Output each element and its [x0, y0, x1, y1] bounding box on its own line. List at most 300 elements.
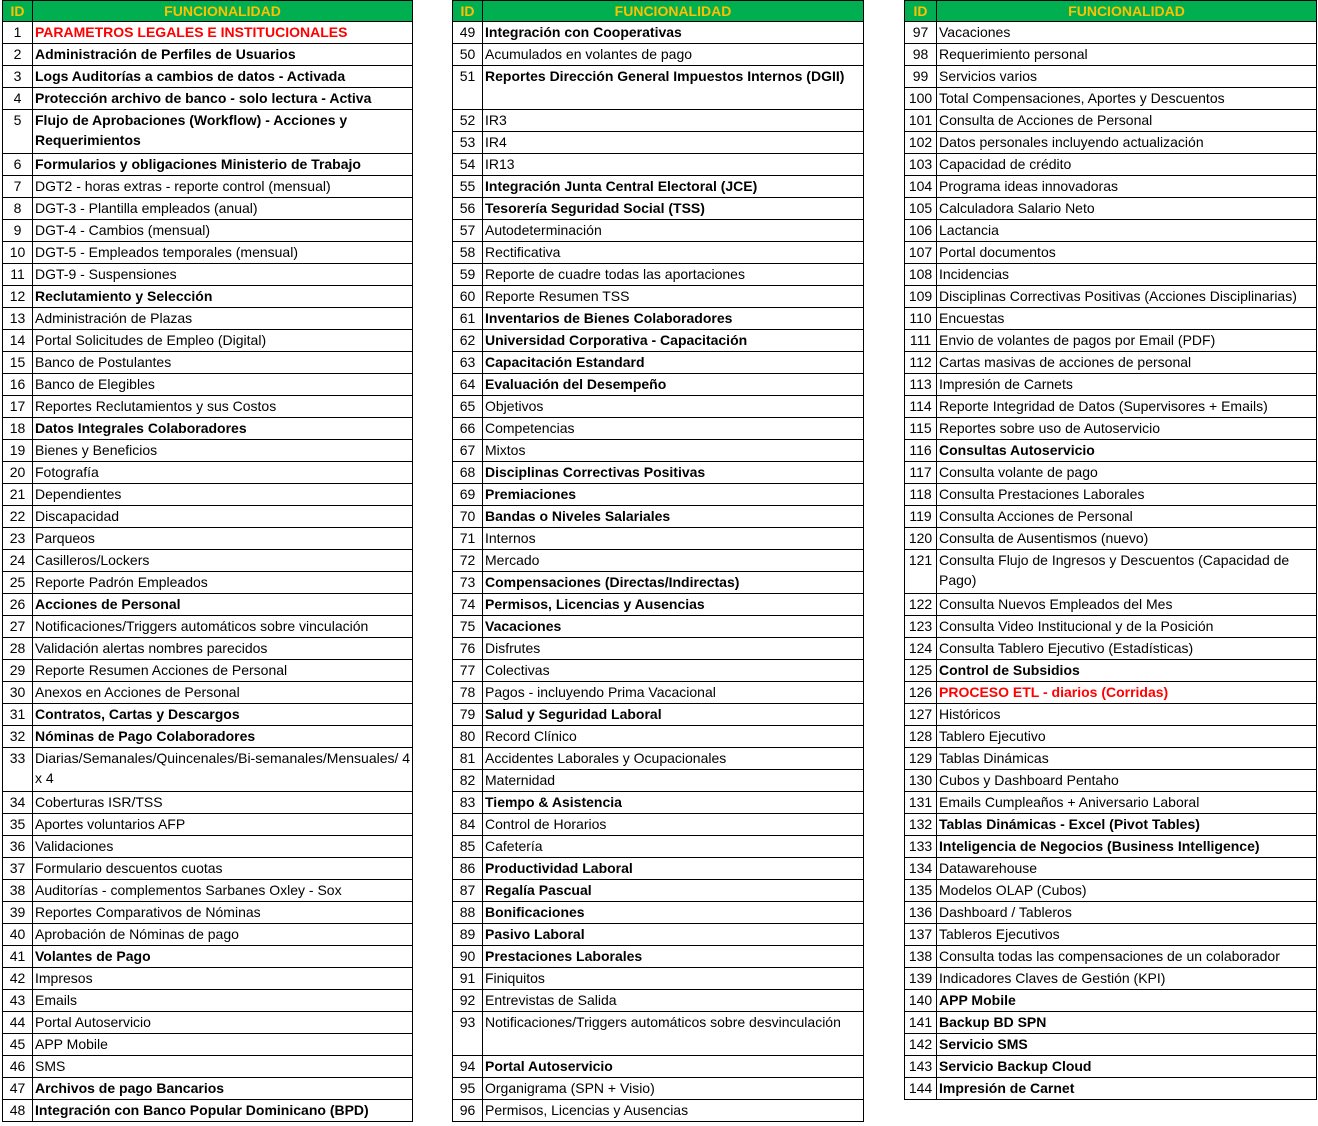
row-funcionalidad: Organigrama (SPN + Visio)	[483, 1078, 864, 1100]
row-id: 3	[3, 66, 33, 88]
row-id: 88	[453, 902, 483, 924]
row-id: 94	[453, 1056, 483, 1078]
table-row	[453, 418, 864, 440]
row-funcionalidad: Productividad Laboral	[483, 858, 864, 880]
row-id: 73	[453, 572, 483, 594]
row-funcionalidad: DGT-3 - Plantilla empleados (anual)	[33, 198, 413, 220]
row-funcionalidad: Tablas Dinámicas	[937, 748, 1317, 770]
functionality-table-1	[2, 0, 413, 1122]
row-id: 142	[905, 1034, 937, 1056]
row-funcionalidad: Evaluación del Desempeño	[483, 374, 864, 396]
table-row	[3, 990, 413, 1012]
table-row	[3, 902, 413, 924]
row-id: 91	[453, 968, 483, 990]
table-row	[3, 66, 413, 88]
row-id: 136	[905, 902, 937, 924]
table-row	[905, 352, 1317, 374]
row-funcionalidad: Reportes sobre uso de Autoservicio	[937, 418, 1317, 440]
row-id: 60	[453, 286, 483, 308]
row-funcionalidad: Casilleros/Lockers	[33, 550, 413, 572]
row-id: 124	[905, 638, 937, 660]
row-id: 113	[905, 374, 937, 396]
row-funcionalidad: Autodeterminación	[483, 220, 864, 242]
row-funcionalidad: Pasivo Laboral	[483, 924, 864, 946]
row-funcionalidad: Maternidad	[483, 770, 864, 792]
row-id: 121	[905, 550, 937, 594]
row-funcionalidad: Rectificativa	[483, 242, 864, 264]
table-row	[453, 396, 864, 418]
table-row	[905, 902, 1317, 924]
table-row	[3, 528, 413, 550]
row-funcionalidad: Emails Cumpleaños + Aniversario Laboral	[937, 792, 1317, 814]
row-funcionalidad: Incidencias	[937, 264, 1317, 286]
row-funcionalidad: Datawarehouse	[937, 858, 1317, 880]
row-id: 64	[453, 374, 483, 396]
row-id: 112	[905, 352, 937, 374]
table-row	[453, 154, 864, 176]
row-funcionalidad: APP Mobile	[33, 1034, 413, 1056]
row-id: 74	[453, 594, 483, 616]
table-row	[905, 440, 1317, 462]
table-row	[453, 462, 864, 484]
table-row	[453, 242, 864, 264]
row-funcionalidad: Universidad Corporativa - Capacitación	[483, 330, 864, 352]
table-row	[453, 726, 864, 748]
row-id: 31	[3, 704, 33, 726]
table-row	[905, 968, 1317, 990]
row-id: 7	[3, 176, 33, 198]
row-id: 75	[453, 616, 483, 638]
row-id: 8	[3, 198, 33, 220]
row-id: 65	[453, 396, 483, 418]
row-funcionalidad: Consulta de Ausentismos (nuevo)	[937, 528, 1317, 550]
row-funcionalidad: Internos	[483, 528, 864, 550]
row-id: 4	[3, 88, 33, 110]
row-funcionalidad: Programa ideas innovadoras	[937, 176, 1317, 198]
table-row	[3, 858, 413, 880]
row-funcionalidad: Tablas Dinámicas - Excel (Pivot Tables)	[937, 814, 1317, 836]
table-row	[3, 484, 413, 506]
row-id: 122	[905, 594, 937, 616]
table-row	[3, 462, 413, 484]
table-row	[3, 352, 413, 374]
row-funcionalidad: Integración con Banco Popular Dominicano (BPD)	[33, 1100, 413, 1122]
row-id: 61	[453, 308, 483, 330]
table-row	[905, 506, 1317, 528]
row-funcionalidad: Auditorías - complementos Sarbanes Oxley - Sox	[33, 880, 413, 902]
functionality-table-2	[452, 0, 864, 1122]
row-id: 19	[3, 440, 33, 462]
row-id: 50	[453, 44, 483, 66]
row-funcionalidad: Reportes Comparativos de Nóminas	[33, 902, 413, 924]
table-row	[453, 880, 864, 902]
row-id: 129	[905, 748, 937, 770]
row-id: 59	[453, 264, 483, 286]
table-row	[905, 880, 1317, 902]
row-funcionalidad: Logs Auditorías a cambios de datos - Activada	[33, 66, 413, 88]
row-id: 44	[3, 1012, 33, 1034]
row-funcionalidad: Validaciones	[33, 836, 413, 858]
row-funcionalidad: Vacaciones	[937, 22, 1317, 44]
functionality-table-3	[904, 0, 1317, 1100]
row-funcionalidad: Consulta todas las compensaciones de un colaborador	[937, 946, 1317, 968]
row-id: 111	[905, 330, 937, 352]
row-id: 37	[3, 858, 33, 880]
row-id: 69	[453, 484, 483, 506]
row-id: 17	[3, 396, 33, 418]
row-funcionalidad: Dashboard / Tableros	[937, 902, 1317, 924]
row-funcionalidad: Reporte Padrón Empleados	[33, 572, 413, 594]
table-row	[453, 946, 864, 968]
row-funcionalidad: Objetivos	[483, 396, 864, 418]
row-id: 46	[3, 1056, 33, 1078]
row-funcionalidad: Coberturas ISR/TSS	[33, 792, 413, 814]
table-row	[453, 682, 864, 704]
row-funcionalidad: Banco de Postulantes	[33, 352, 413, 374]
row-funcionalidad: IR3	[483, 110, 864, 132]
table-row	[3, 220, 413, 242]
row-funcionalidad: Reporte Integridad de Datos (Supervisores + Emails)	[937, 396, 1317, 418]
row-id: 66	[453, 418, 483, 440]
row-id: 15	[3, 352, 33, 374]
row-funcionalidad: Consulta Flujo de Ingresos y Descuentos (Capacidad de Pago)	[937, 550, 1317, 594]
row-id: 28	[3, 638, 33, 660]
row-id: 110	[905, 308, 937, 330]
table-row	[453, 352, 864, 374]
table-row	[905, 792, 1317, 814]
row-funcionalidad: Bonificaciones	[483, 902, 864, 924]
table-row	[453, 506, 864, 528]
row-id: 79	[453, 704, 483, 726]
table-row	[3, 924, 413, 946]
row-id: 99	[905, 66, 937, 88]
row-id: 90	[453, 946, 483, 968]
table-row	[905, 110, 1317, 132]
table-row	[905, 154, 1317, 176]
row-funcionalidad: Anexos en Acciones de Personal	[33, 682, 413, 704]
table-row	[3, 792, 413, 814]
table-row	[3, 638, 413, 660]
row-id: 92	[453, 990, 483, 1012]
table-row	[453, 704, 864, 726]
row-funcionalidad: Notificaciones/Triggers automáticos sobre vinculación	[33, 616, 413, 638]
row-id: 130	[905, 770, 937, 792]
row-id: 70	[453, 506, 483, 528]
row-id: 81	[453, 748, 483, 770]
row-funcionalidad: Emails	[33, 990, 413, 1012]
row-funcionalidad: Dependientes	[33, 484, 413, 506]
row-id: 95	[453, 1078, 483, 1100]
table-row	[905, 726, 1317, 748]
row-id: 42	[3, 968, 33, 990]
table-row	[3, 506, 413, 528]
table-row	[905, 550, 1317, 594]
table-row	[3, 242, 413, 264]
row-id: 104	[905, 176, 937, 198]
row-funcionalidad: Bienes y Beneficios	[33, 440, 413, 462]
row-id: 35	[3, 814, 33, 836]
row-id: 137	[905, 924, 937, 946]
row-id: 22	[3, 506, 33, 528]
table-row	[453, 924, 864, 946]
table-row	[905, 836, 1317, 858]
row-id: 16	[3, 374, 33, 396]
table-header-row	[453, 1, 864, 22]
table-row	[3, 880, 413, 902]
row-id: 84	[453, 814, 483, 836]
table-row	[905, 176, 1317, 198]
row-id: 10	[3, 242, 33, 264]
row-id: 101	[905, 110, 937, 132]
table-row	[905, 264, 1317, 286]
row-funcionalidad: SMS	[33, 1056, 413, 1078]
row-id: 125	[905, 660, 937, 682]
table-row	[3, 1012, 413, 1034]
row-funcionalidad: Vacaciones	[483, 616, 864, 638]
row-id: 83	[453, 792, 483, 814]
row-id: 30	[3, 682, 33, 704]
table-row	[453, 748, 864, 770]
table-row	[3, 286, 413, 308]
row-funcionalidad: Consulta volante de pago	[937, 462, 1317, 484]
row-funcionalidad: Validación alertas nombres parecidos	[33, 638, 413, 660]
row-id: 25	[3, 572, 33, 594]
table-row	[3, 1078, 413, 1100]
row-funcionalidad: Formulario descuentos cuotas	[33, 858, 413, 880]
table-row	[905, 418, 1317, 440]
header-funcionalidad: FUNCIONALIDAD	[33, 1, 413, 22]
row-id: 11	[3, 264, 33, 286]
row-funcionalidad: Salud y Seguridad Laboral	[483, 704, 864, 726]
row-id: 62	[453, 330, 483, 352]
table-row	[453, 836, 864, 858]
row-id: 57	[453, 220, 483, 242]
row-funcionalidad: Archivos de pago Bancarios	[33, 1078, 413, 1100]
row-id: 13	[3, 308, 33, 330]
table-row	[3, 814, 413, 836]
table-row	[905, 924, 1317, 946]
table-row	[453, 858, 864, 880]
table-row	[453, 814, 864, 836]
row-funcionalidad: Record Clínico	[483, 726, 864, 748]
row-id: 107	[905, 242, 937, 264]
row-id: 80	[453, 726, 483, 748]
table-row	[905, 44, 1317, 66]
row-funcionalidad: Aportes voluntarios AFP	[33, 814, 413, 836]
table-row	[453, 132, 864, 154]
row-funcionalidad: Aprobación de Nóminas de pago	[33, 924, 413, 946]
row-id: 144	[905, 1078, 937, 1100]
row-funcionalidad: PROCESO ETL - diarios (Corridas)	[937, 682, 1317, 704]
row-funcionalidad: Formularios y obligaciones Ministerio de Trabajo	[33, 154, 413, 176]
table-row	[453, 528, 864, 550]
row-id: 140	[905, 990, 937, 1012]
row-id: 78	[453, 682, 483, 704]
row-funcionalidad: Total Compensaciones, Aportes y Descuentos	[937, 88, 1317, 110]
row-id: 108	[905, 264, 937, 286]
row-id: 41	[3, 946, 33, 968]
row-id: 96	[453, 1100, 483, 1122]
row-funcionalidad: Premiaciones	[483, 484, 864, 506]
row-funcionalidad: Servicio Backup Cloud	[937, 1056, 1317, 1078]
row-funcionalidad: Backup BD SPN	[937, 1012, 1317, 1034]
row-id: 38	[3, 880, 33, 902]
row-funcionalidad: Integración con Cooperativas	[483, 22, 864, 44]
table-row	[905, 1034, 1317, 1056]
row-funcionalidad: Requerimiento personal	[937, 44, 1317, 66]
row-id: 63	[453, 352, 483, 374]
row-id: 98	[905, 44, 937, 66]
table-row	[3, 440, 413, 462]
table-row	[905, 286, 1317, 308]
table-header-row	[3, 1, 413, 22]
row-funcionalidad: Consultas Autoservicio	[937, 440, 1317, 462]
row-funcionalidad: Impresión de Carnet	[937, 1078, 1317, 1100]
row-id: 53	[453, 132, 483, 154]
table-row	[453, 660, 864, 682]
row-id: 24	[3, 550, 33, 572]
row-funcionalidad: Reportes Dirección General Impuestos Internos (DGII)	[483, 66, 864, 110]
row-funcionalidad: Pagos - incluyendo Prima Vacacional	[483, 682, 864, 704]
table-row	[453, 968, 864, 990]
table-row	[905, 132, 1317, 154]
row-id: 26	[3, 594, 33, 616]
row-id: 27	[3, 616, 33, 638]
row-funcionalidad: APP Mobile	[937, 990, 1317, 1012]
table-row	[905, 242, 1317, 264]
row-funcionalidad: Tableros Ejecutivos	[937, 924, 1317, 946]
row-id: 141	[905, 1012, 937, 1034]
table-row	[453, 330, 864, 352]
row-id: 47	[3, 1078, 33, 1100]
table-row	[3, 110, 413, 154]
table-row	[3, 616, 413, 638]
table-row	[453, 902, 864, 924]
table-row	[3, 946, 413, 968]
table-row	[453, 770, 864, 792]
table-row	[905, 308, 1317, 330]
row-funcionalidad: Disciplinas Correctivas Positivas	[483, 462, 864, 484]
row-funcionalidad: Administración de Perfiles de Usuarios	[33, 44, 413, 66]
row-funcionalidad: Accidentes Laborales y Ocupacionales	[483, 748, 864, 770]
row-id: 45	[3, 1034, 33, 1056]
row-funcionalidad: Administración de Plazas	[33, 308, 413, 330]
row-funcionalidad: Finiquitos	[483, 968, 864, 990]
table-row	[453, 22, 864, 44]
table-row	[453, 1078, 864, 1100]
row-id: 1	[3, 22, 33, 44]
row-funcionalidad: Servicios varios	[937, 66, 1317, 88]
table-row	[3, 22, 413, 44]
row-id: 116	[905, 440, 937, 462]
row-id: 12	[3, 286, 33, 308]
row-id: 40	[3, 924, 33, 946]
row-id: 43	[3, 990, 33, 1012]
row-funcionalidad: Disfrutes	[483, 638, 864, 660]
row-funcionalidad: Históricos	[937, 704, 1317, 726]
row-funcionalidad: Tablero Ejecutivo	[937, 726, 1317, 748]
row-funcionalidad: Nóminas de Pago Colaboradores	[33, 726, 413, 748]
table-row	[453, 176, 864, 198]
row-funcionalidad: Consulta Acciones de Personal	[937, 506, 1317, 528]
table-row	[453, 264, 864, 286]
table-row	[905, 220, 1317, 242]
row-funcionalidad: Datos personales incluyendo actualización	[937, 132, 1317, 154]
row-funcionalidad: Permisos, Licencias y Ausencias	[483, 1100, 864, 1122]
row-id: 58	[453, 242, 483, 264]
table-row	[905, 462, 1317, 484]
table-row	[453, 1012, 864, 1056]
row-funcionalidad: Capacidad de crédito	[937, 154, 1317, 176]
row-funcionalidad: Calculadora Salario Neto	[937, 198, 1317, 220]
row-id: 114	[905, 396, 937, 418]
row-funcionalidad: Cartas masivas de acciones de personal	[937, 352, 1317, 374]
row-funcionalidad: Reporte Resumen TSS	[483, 286, 864, 308]
row-id: 115	[905, 418, 937, 440]
row-id: 39	[3, 902, 33, 924]
row-funcionalidad: Control de Subsidios	[937, 660, 1317, 682]
row-id: 55	[453, 176, 483, 198]
table-row	[453, 1056, 864, 1078]
table-row	[453, 792, 864, 814]
table-row	[3, 748, 413, 792]
row-funcionalidad: Integración Junta Central Electoral (JCE)	[483, 176, 864, 198]
row-id: 51	[453, 66, 483, 110]
row-funcionalidad: Cubos y Dashboard Pentaho	[937, 770, 1317, 792]
table-row	[453, 616, 864, 638]
row-funcionalidad: Reportes Reclutamientos y sus Costos	[33, 396, 413, 418]
row-id: 72	[453, 550, 483, 572]
row-id: 100	[905, 88, 937, 110]
row-id: 71	[453, 528, 483, 550]
row-id: 6	[3, 154, 33, 176]
row-id: 2	[3, 44, 33, 66]
table-row	[905, 858, 1317, 880]
row-funcionalidad: Portal documentos	[937, 242, 1317, 264]
table-row	[3, 1056, 413, 1078]
table-row	[453, 198, 864, 220]
row-funcionalidad: Encuestas	[937, 308, 1317, 330]
row-id: 139	[905, 968, 937, 990]
row-funcionalidad: Prestaciones Laborales	[483, 946, 864, 968]
row-funcionalidad: Acumulados en volantes de pago	[483, 44, 864, 66]
row-id: 128	[905, 726, 937, 748]
table-row	[3, 1100, 413, 1122]
table-row	[905, 638, 1317, 660]
row-funcionalidad: Permisos, Licencias y Ausencias	[483, 594, 864, 616]
row-id: 56	[453, 198, 483, 220]
header-id: ID	[3, 1, 33, 22]
row-funcionalidad: Portal Autoservicio	[33, 1012, 413, 1034]
header-funcionalidad: FUNCIONALIDAD	[483, 1, 864, 22]
row-id: 77	[453, 660, 483, 682]
header-funcionalidad: FUNCIONALIDAD	[937, 1, 1317, 22]
row-funcionalidad: Discapacidad	[33, 506, 413, 528]
row-funcionalidad: Mercado	[483, 550, 864, 572]
row-funcionalidad: IR13	[483, 154, 864, 176]
row-funcionalidad: Banco de Elegibles	[33, 374, 413, 396]
row-funcionalidad: DGT2 - horas extras - reporte control (mensual)	[33, 176, 413, 198]
row-funcionalidad: Notificaciones/Triggers automáticos sobre desvinculación	[483, 1012, 864, 1056]
table-row	[3, 726, 413, 748]
row-funcionalidad: IR4	[483, 132, 864, 154]
table-row	[3, 44, 413, 66]
row-funcionalidad: Portal Solicitudes de Empleo (Digital)	[33, 330, 413, 352]
table-row	[905, 22, 1317, 44]
row-id: 97	[905, 22, 937, 44]
row-id: 109	[905, 286, 937, 308]
table-row	[905, 1078, 1317, 1100]
